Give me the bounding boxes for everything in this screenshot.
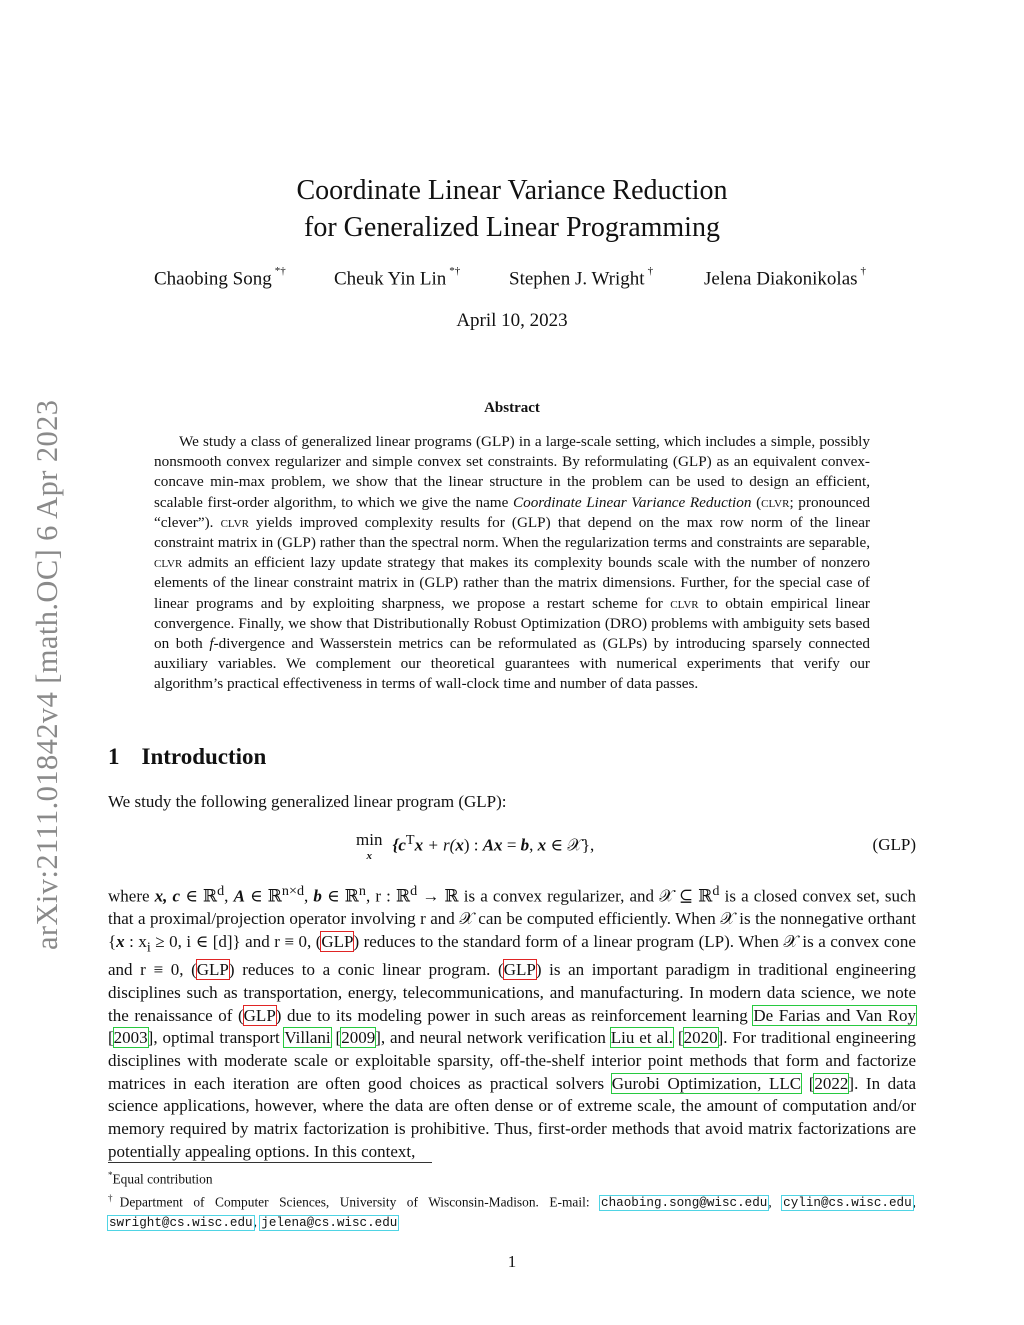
paper-date: April 10, 2023 (456, 310, 568, 331)
author: Chaobing Song *† (154, 265, 286, 290)
abstract-body: We study a class of generalized linear programs (GLP) in a large-scale setting, which includes a simple, possibly nonsmooth convex regularizer and simple convex set constraints. By reformulating (GLP) as an equivalent convex-concave min-max problem, we show that the linear structure in the problem can be used to design an efficient, scalable first-order algorithm, to which we give the name Coordinate Linear Variance Reduction (clvr; pronounced “clever”). clvr yields improved complexity results for (GLP) that depend on the max row norm of the linear constraint matrix in (GLP) rather than the spectral norm. When the regularization terms and constraints are separable, clvr admits an efficient lazy update strategy that makes its complexity bounds scale with the number of nonzero elements of the linear constraint matrix in (GLP) rather than the matrix dimensions. Further, for the special case of linear programs and by exploiting sharpness, we propose a restart scheme for clvr to obtain empirical linear convergence. Finally, we show that Distributionally Robust Optimization (DRO) problems with ambiguity sets based on both f-divergence and Wasserstein metrics can be reformulated as (GLPs) by introducing sparsely connected auxiliary variables. We complement our theoretical guarantees with numerical experiments that verify our algorithm’s practical effectiveness in terms of wall-clock time and number of data passes. (154, 433, 870, 693)
title-line-2: for Generalized Linear Programming (304, 212, 720, 243)
citation-link[interactable]: Villani (284, 1028, 331, 1048)
abstract-heading: Abstract (484, 400, 540, 416)
citation-link[interactable]: Liu et al. (610, 1028, 673, 1048)
citation-link[interactable]: De Farias and Van Roy (753, 1005, 916, 1025)
author: Jelena Diakonikolas † (704, 265, 867, 290)
footnote-affiliation: †Department of Computer Sciences, University of Wisconsin-Madison. E-mail: chaobing.song@wisc.edu, cylin@cs.wisc.edu, swright@cs.wisc.edu, jelena@cs.wisc.edu (108, 1192, 917, 1230)
method-name: Coordinate Linear Variance Reduction (512, 493, 752, 511)
citation-year-link[interactable]: 2003 (113, 1028, 148, 1048)
title-line-1: Coordinate Linear Variance Reduction (296, 175, 728, 206)
paper-title (0, 172, 1024, 246)
section-title: Introduction (141, 744, 267, 769)
footnote-divider (108, 1162, 432, 1163)
clvr-acronym: clvr (670, 594, 699, 612)
clvr-acronym: clvr (761, 493, 790, 511)
equation-body: min x {$c^Tx + r(x)$ : Ax = b, x ∈ 𝒳}, (356, 830, 595, 862)
email-link[interactable]: jelena@cs.wisc.edu (261, 1215, 398, 1230)
section-heading (108, 744, 266, 770)
author: Stephen J. Wright † (509, 265, 654, 290)
section-number: 1 (108, 744, 120, 769)
author-affiliation-mark: † (860, 265, 867, 277)
clvr-acronym: clvr (220, 513, 249, 531)
citation-year-link[interactable]: 2022 (814, 1073, 849, 1093)
eq-min-operator: min x (356, 830, 383, 862)
author-affiliation-mark: *† (449, 265, 461, 277)
email-link[interactable]: swright@cs.wisc.edu (109, 1215, 253, 1230)
page-number: 1 (507, 1252, 517, 1271)
citation-year-link[interactable]: 2020 (683, 1028, 718, 1048)
citation-link[interactable]: Gurobi Optimization, LLC (611, 1073, 802, 1093)
author-affiliation-mark: *† (274, 265, 286, 277)
glp-equation (0, 832, 1024, 866)
equation-label: (GLP) (872, 835, 916, 854)
equation-link[interactable]: GLP (196, 960, 229, 980)
intro-paragraph: where x, c ∈ ℝ$^d$, A ∈ ℝ$^{n\times d}$, b ∈ ℝ$^n$, r : ℝ$^d$ → ℝ is a convex regularizer, and 𝒳 ⊆ ℝ$^d$ is a closed convex set, such that a proximal/projection operator involving r and 𝒳 can be computed efficiently. When 𝒳 is the nonnegative orthant {x : $x_i \ge 0$, i ∈ [d]} and r ≡ 0, (GLP) reduces to the standard form of a linear program (LP). When 𝒳 is a convex cone and r ≡ 0, (GLP) reduces to a conic linear program. (GLP) is an important paradigm in traditional engineering disciplines such as transportation, energy, telecommunications, and manufacturing. In modern data science, we note the renaissance of (GLP) due to its modeling power in such areas as reinforcement learning De Farias and Van Roy [2003], optimal transport Villani [2009], and neural network verification Liu et al. [2020]. For traditional engineering disciplines with moderate scale or exploitable sparsity, off-the-shelf interior point methods that form and factorize matrices in each iteration are often good choices as practical solvers Gurobi Optimization, LLC [2022]. In data science applications, however, where the data are often dense or of extreme scale, the amount of computation and/or memory required by matrix factorization is prohibitive. Thus, first-order methods that avoid matrix factorizations are potentially appealing options. In this context, (108, 883, 917, 1161)
footnotes (108, 1166, 916, 1232)
intro-lead: We study the following generalized linear program (GLP): (108, 792, 507, 811)
equation-link[interactable]: GLP (321, 932, 354, 952)
email-link[interactable]: cylin@cs.wisc.edu (783, 1196, 912, 1211)
arxiv-identifier[interactable]: arXiv:2111.01842v4 [math.OC] 6 Apr 2023 (30, 399, 64, 950)
citation-year-link[interactable]: 2009 (341, 1028, 376, 1048)
author-affiliation-mark: † (647, 265, 654, 277)
clvr-acronym: clvr (154, 554, 183, 572)
footnote-equal-contribution: *Equal contribution (108, 1170, 213, 1187)
equation-link[interactable]: GLP (503, 960, 536, 980)
author: Cheuk Yin Lin *† (334, 265, 461, 290)
equation-link[interactable]: GLP (243, 1005, 276, 1025)
email-link[interactable]: chaobing.song@wisc.edu (601, 1196, 768, 1211)
author-list (0, 265, 1024, 294)
